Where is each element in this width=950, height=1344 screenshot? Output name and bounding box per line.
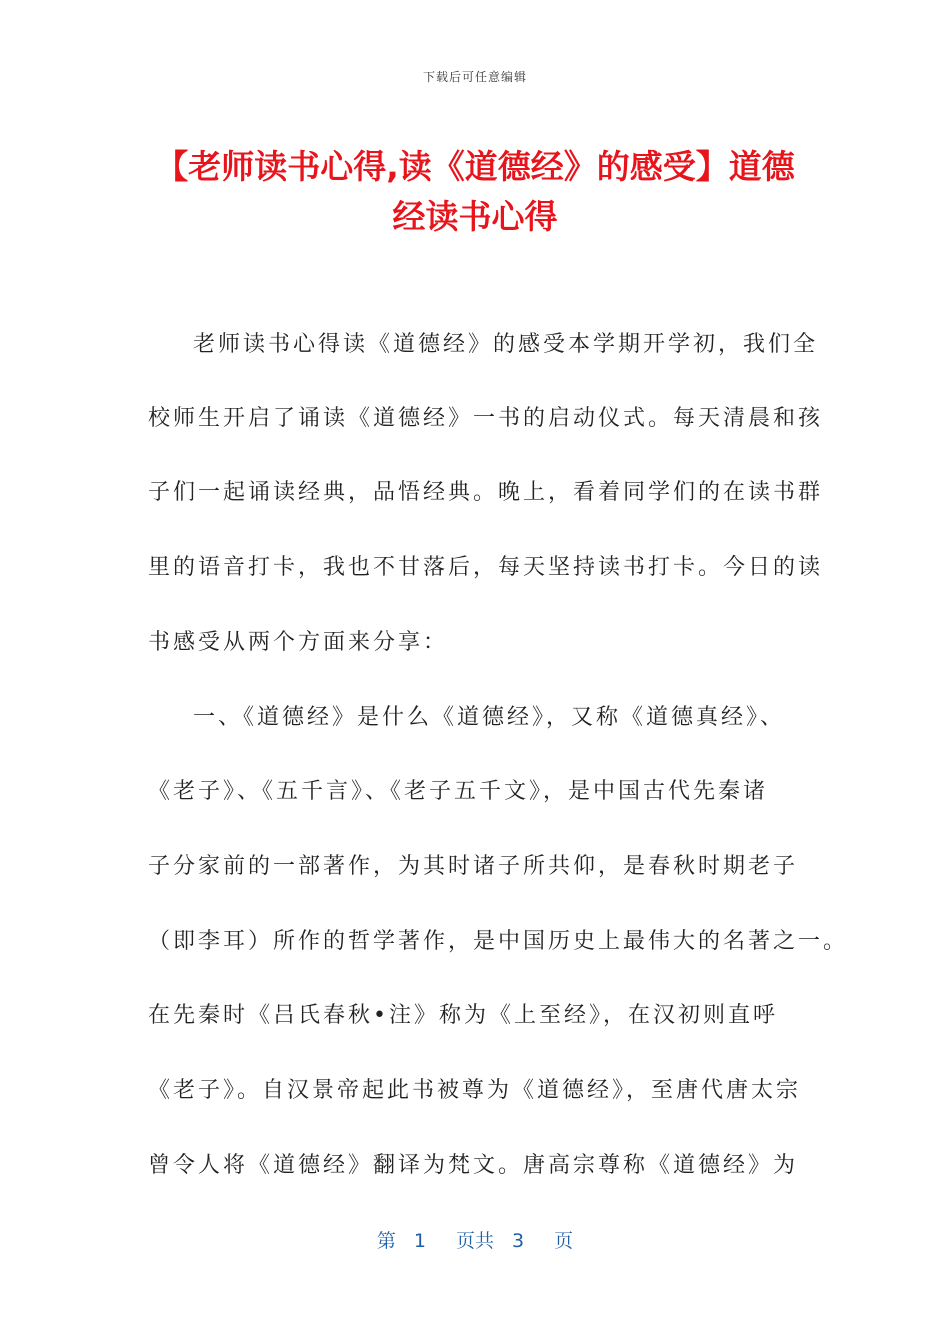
footer-total-pages: 3 xyxy=(512,1230,525,1252)
footer-suffix: 页 xyxy=(554,1230,574,1252)
paragraph-line: 校师生开启了诵读《道德经》一书的启动仪式。每天清晨和孩 xyxy=(148,406,824,431)
paragraph-line: 曾令人将《道德经》翻译为梵文。唐高宗尊称《道德经》为 xyxy=(148,1153,799,1178)
paragraph-line: 老师读书心得读《道德经》的感受本学期开学初，我们全 xyxy=(193,332,819,357)
paragraph-line: （即李耳）所作的哲学著作，是中国历史上最伟大的名著之一。 xyxy=(148,929,849,954)
document-title xyxy=(140,142,810,242)
paragraph-line: 子分家前的一部著作，为其时诸子所共仰，是春秋时期老子 xyxy=(148,854,799,879)
footer-middle: 页共 xyxy=(455,1230,494,1252)
footer-current-page: 1 xyxy=(413,1230,426,1252)
footer-prefix: 第 xyxy=(376,1230,396,1252)
paragraph-line: 里的语音打卡，我也不甘落后，每天坚持读书打卡。今日的读 xyxy=(148,555,824,580)
page-footer xyxy=(0,1226,950,1253)
paragraph-line: 一、《道德经》是什么《道德经》，又称《道德真经》、 xyxy=(193,705,786,730)
paragraph-line: 《老子》。自汉景帝起此书被尊为《道德经》，至唐代唐太宗 xyxy=(148,1078,802,1103)
paragraph-line: 在先秦时《吕氏春秋•注》称为《上至经》，在汉初则直呼 xyxy=(148,1003,778,1028)
header-note: 下载后可任意编辑 xyxy=(422,70,527,84)
paragraph-line: 《老子》、《五千言》、《老子五千文》，是中国古代先秦诸 xyxy=(148,779,769,804)
title-line-1: 【老师读书心得,读《道德经》的感受】道德 xyxy=(155,147,795,186)
paragraph-line: 子们一起诵读经典，品悟经典。晚上，看着同学们的在读书群 xyxy=(148,480,824,505)
paragraph-line: 书感受从两个方面来分享： xyxy=(148,630,449,655)
title-line-2: 经读书心得 xyxy=(392,197,558,236)
